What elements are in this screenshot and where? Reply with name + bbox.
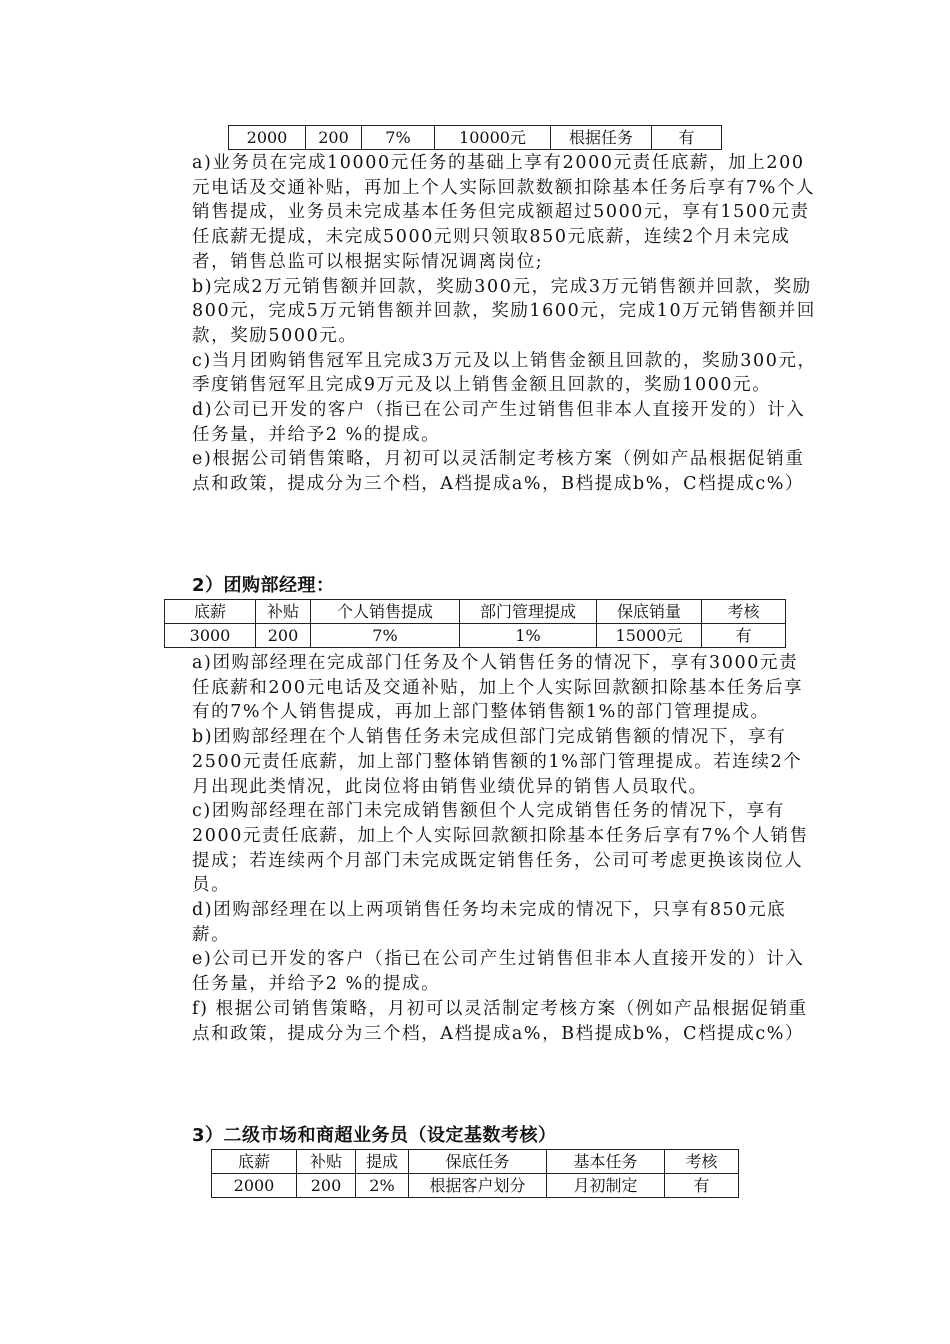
rule-paragraph: a)业务员在完成10000元任务的基础上享有2000元责任底薪，加上200元电话及交通补贴，再加上个人实际回款数额扣除基本任务后享有7%个人销售提成，业务员未完成基本任务但完成额超过5000元，享有1500元责任底薪无提成，未完成5000元则只领取850元底薪，连续2个月未完成者，销售总监可以根据实际情况调离岗位; xyxy=(192,153,816,272)
table-cell: 200 xyxy=(256,624,311,648)
table-cell: 3000 xyxy=(165,624,256,648)
table-cell: 1% xyxy=(460,624,597,648)
table-cell: 根据客户划分 xyxy=(409,1174,547,1198)
table-header-cell: 保底销量 xyxy=(597,600,702,624)
table-cell: 7% xyxy=(311,624,460,648)
rule-paragraph: f) 根据公司销售策略，月初可以灵活制定考核方案（例如产品根据促销重点和政策，提成分为三个档，A档提成a%，B档提成b%，C档提成c%） xyxy=(192,998,808,1044)
table-header-row xyxy=(212,1150,739,1174)
rule-paragraph: b)团购部经理在个人销售任务未完成但部门完成销售额的情况下，享有2500元责任底薪，加上部门整体销售额的1%部门管理提成。若连续2个月出现此类情况，此岗位将由销售业绩优异的销售人员取代。 xyxy=(192,727,803,797)
market-salesperson-table xyxy=(211,1149,739,1198)
rule-paragraph: e)公司已开发的客户（指已在公司产生过销售但非本人直接开发的）计入任务量，并给予2 %的提成。 xyxy=(192,949,805,995)
table-header-cell: 提成 xyxy=(356,1150,409,1174)
rule-paragraph: c)当月团购销售冠军且完成3万元及以上销售金额且回款的，奖励300元，季度销售冠军且完成9万元及以上销售金额且回款的，奖励1000元。 xyxy=(192,350,817,396)
table-row xyxy=(165,624,786,648)
table-header-cell: 考核 xyxy=(702,600,786,624)
table-header-cell: 补贴 xyxy=(297,1150,356,1174)
table-cell: 2000 xyxy=(212,1174,297,1198)
table-cell: 有 xyxy=(652,126,722,150)
table-cell: 2% xyxy=(356,1174,409,1198)
table-row xyxy=(212,1174,739,1198)
table-header-cell: 个人销售提成 xyxy=(311,600,460,624)
section-heading: 3）二级市场和商超业务员（设定基数考核） xyxy=(192,1125,557,1146)
table-header-cell: 底薪 xyxy=(165,600,256,624)
table-cell: 200 xyxy=(297,1174,356,1198)
table-row xyxy=(229,126,722,150)
manager-table xyxy=(164,599,786,648)
table-header-cell: 底薪 xyxy=(212,1150,297,1174)
table-header-row xyxy=(165,600,786,624)
rule-paragraph: c)团购部经理在部门未完成销售额但个人完成销售任务的情况下，享有2000元责任底薪，加上个人实际回款额扣除基本任务后享有7%个人销售提成；若连续两个月部门未完成既定销售任务，公司可考虑更换该岗位人员。 xyxy=(192,801,809,896)
table-header-cell: 部门管理提成 xyxy=(460,600,597,624)
rule-paragraph: b)完成2万元销售额并回款，奖励300元，完成3万元销售额并回款，奖励800元，完成5万元销售额并回款，奖励1600元，完成10万元销售额并回款，奖励5000元。 xyxy=(192,276,816,346)
table-cell: 月初制定 xyxy=(547,1174,665,1198)
table-cell: 有 xyxy=(702,624,786,648)
table-cell: 7% xyxy=(362,126,435,150)
salesperson-rules xyxy=(192,151,817,497)
rule-paragraph: a)团购部经理在完成部门任务及个人销售任务的情况下，享有3000元责任底薪和200元电话及交通补贴，加上个人实际回款额扣除基本任务后享有的7%个人销售提成，再加上部门整体销售额1%的部门管理提成。 xyxy=(192,653,804,723)
section-heading: 2）团购部经理： xyxy=(192,575,335,596)
table-header-cell: 保底任务 xyxy=(409,1150,547,1174)
rule-paragraph: e)根据公司销售策略，月初可以灵活制定考核方案（例如产品根据促销重点和政策，提成分为三个档，A档提成a%，B档提成b%，C档提成c%） xyxy=(192,449,805,495)
table-header-cell: 补贴 xyxy=(256,600,311,624)
table-cell: 15000元 xyxy=(597,624,702,648)
rule-paragraph: d)公司已开发的客户（指已在公司产生过销售但非本人直接开发的）计入任务量，并给予2 %的提成。 xyxy=(192,400,806,445)
rule-paragraph: d)团购部经理在以上两项销售任务均未完成的情况下，只享有850元底薪。 xyxy=(192,900,787,945)
table-cell: 有 xyxy=(665,1174,739,1198)
table-header-cell: 考核 xyxy=(665,1150,739,1174)
table-cell: 10000元 xyxy=(435,126,551,150)
manager-rules xyxy=(192,651,817,1046)
table-cell: 根据任务 xyxy=(551,126,652,150)
table-cell: 200 xyxy=(306,126,362,150)
table-header-cell: 基本任务 xyxy=(547,1150,665,1174)
salesperson-table xyxy=(228,125,722,150)
table-cell: 2000 xyxy=(229,126,306,150)
